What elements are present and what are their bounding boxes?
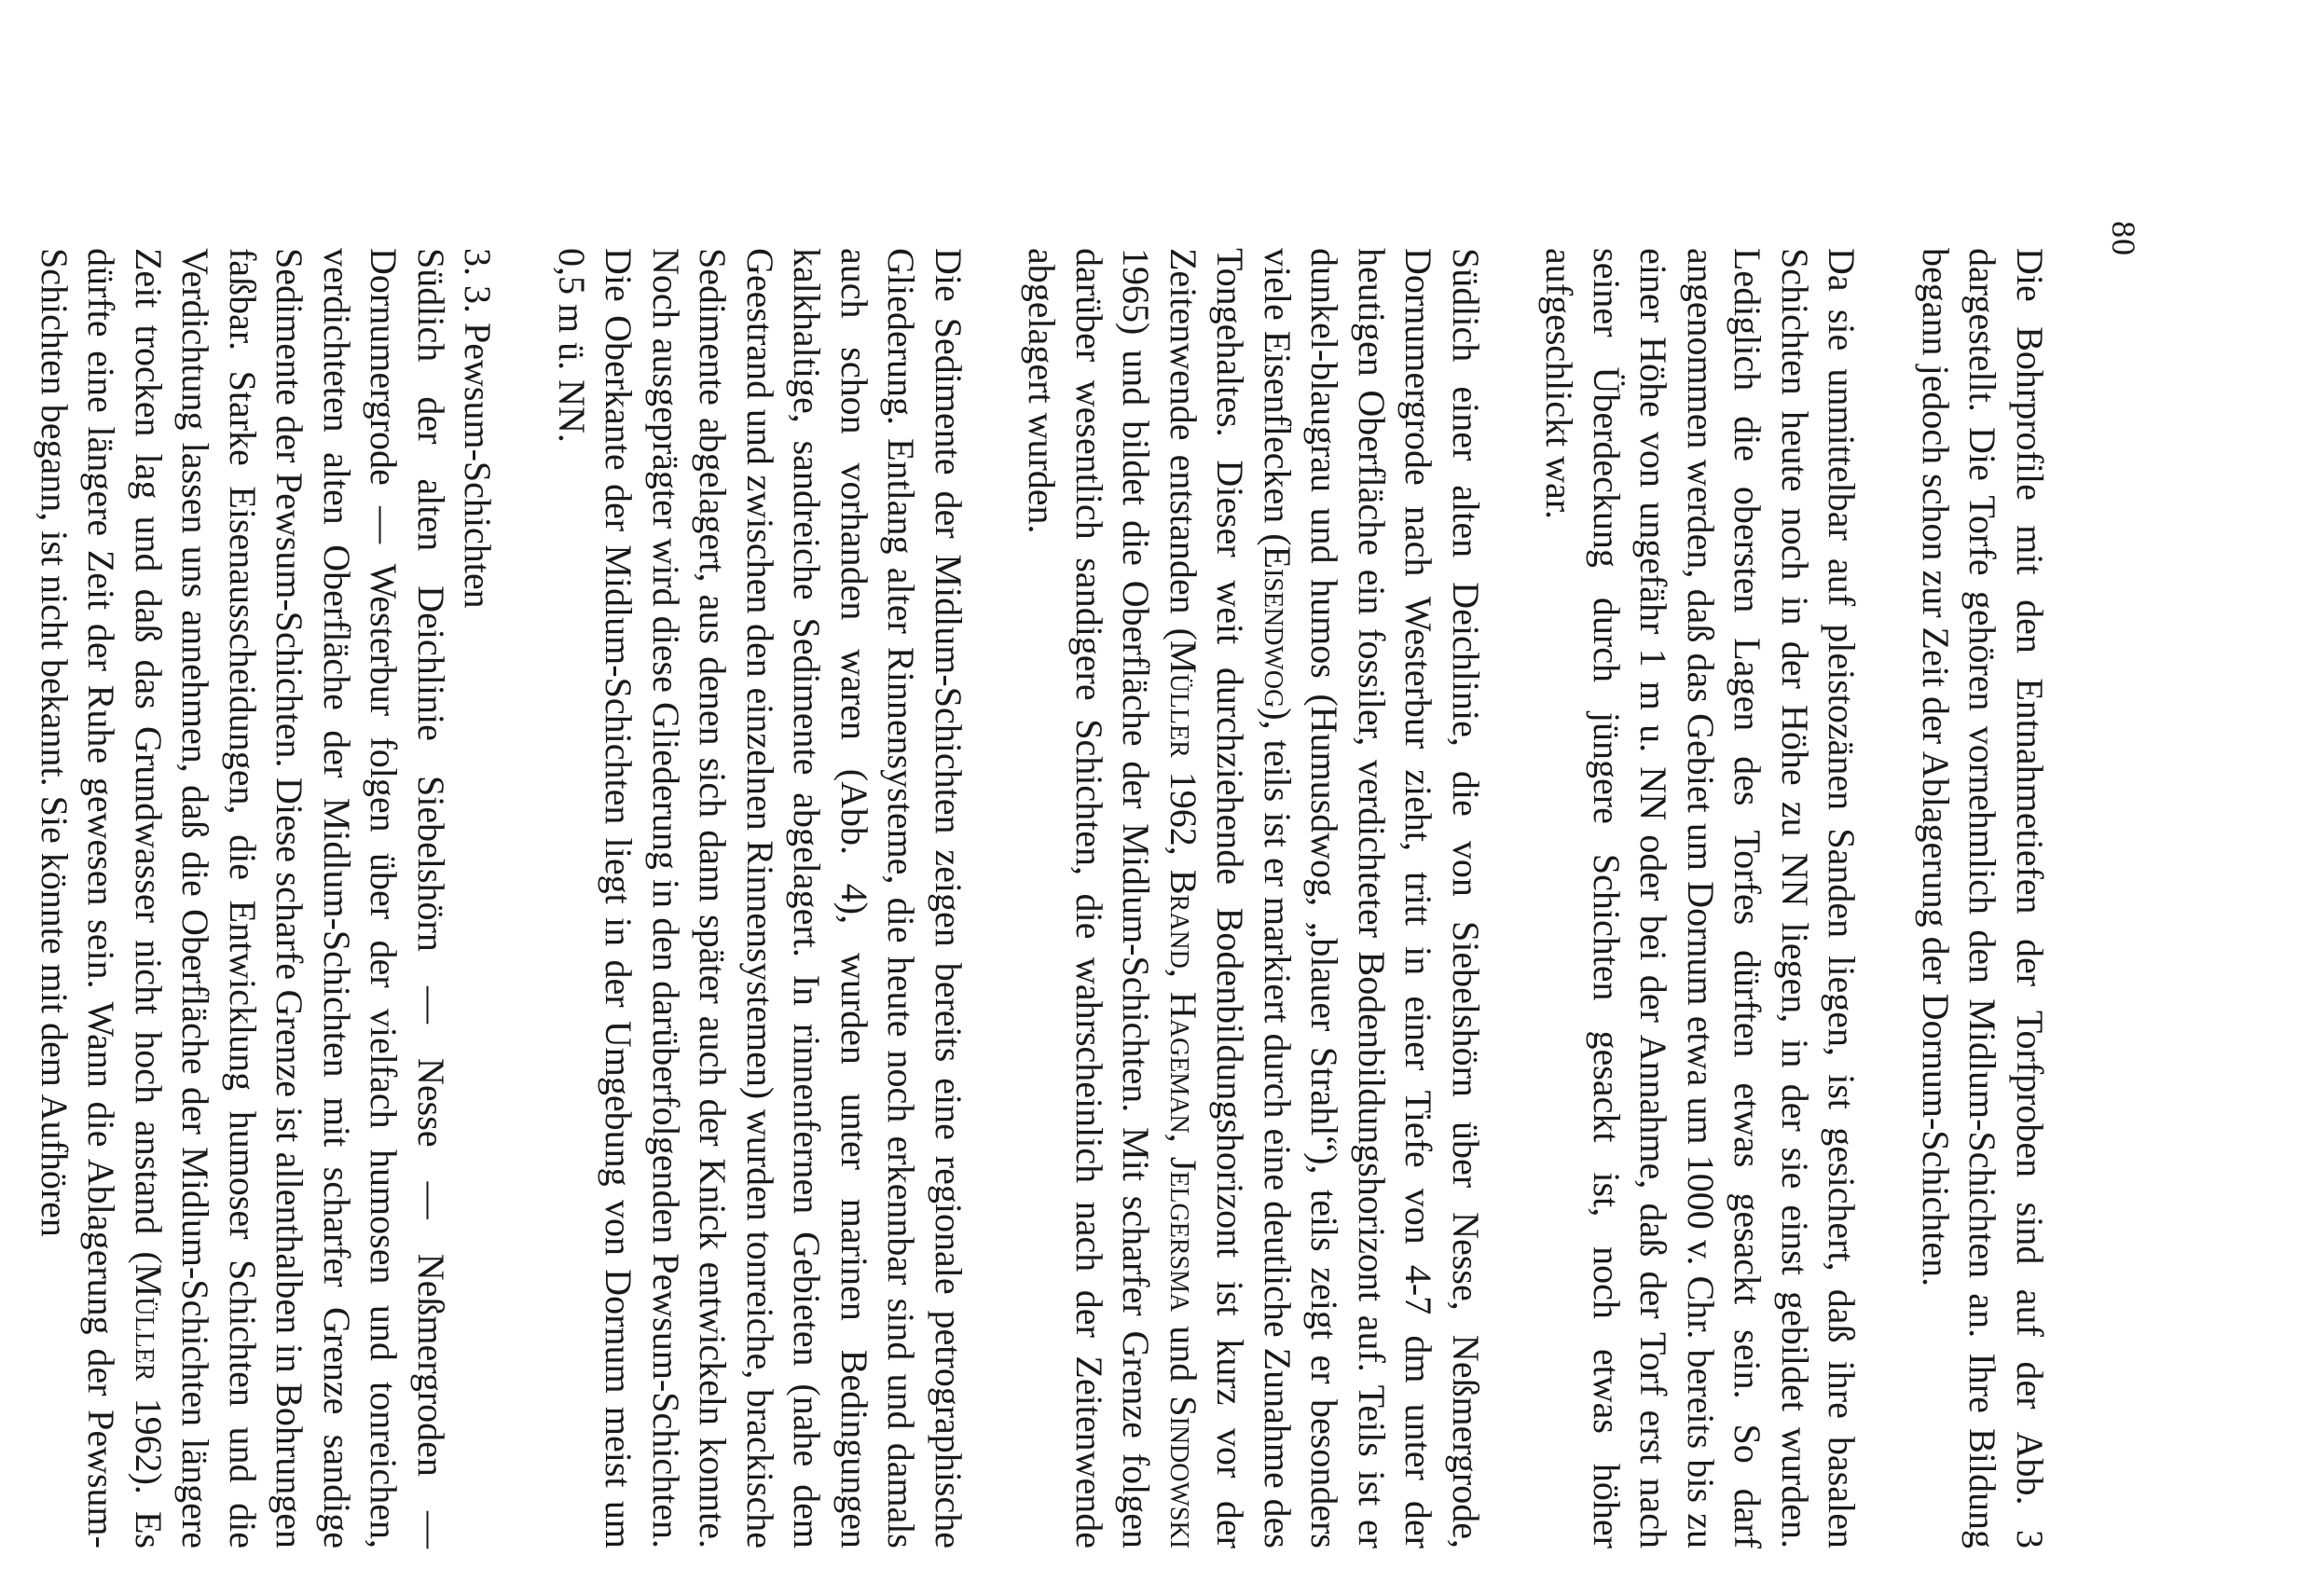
paragraph-sedimente: Die Sedimente der Midlum-Schichten zeigen bereits eine regionale petrographische Gliederung. Entlang alter Rinnensysteme, die heute noch erkennbar sind und damals auch schon vorhanden waren (Abb. 4), wurden unter marinen Bedingungen kalkhaltige, sandreiche Sedimente abgelagert. In rinnenfernen Gebieten (nahe dem Geestrand und zwischen den einzelnen Rinnensystemen) wurden tonreiche, brackische Sedimente abgelagert, aus denen sich dann später auch der Knick entwickeln konnte. Noch ausgeprägter wird diese Gliederung in den darüberfolgenden Pewsum-Schichten. Die Oberkante der Midlum-Schichten liegt in der Umgebung von Dornum meist um 0,5 m ü. NN. bbox=[551, 248, 970, 1548]
text-run: 1965) und bildet die Oberfläche der Midlum-Schichten. Mit scharfer Grenze folgen darüber wesentlich sandigere Schichten, die wahrscheinlich nach der Zeitenwende abgelagert wurden. bbox=[1021, 248, 1158, 1548]
paragraph-deichlinie bbox=[1018, 248, 1489, 1548]
paragraph-pewsum bbox=[31, 248, 455, 1548]
text-run: 1962). Es dürfte eine längere Zeit der Ruhe gewesen sein. Wann die Ablagerung der Pewsum-Schichten begann, ist nicht bekannt. Sie könnte mit dem Aufhören bbox=[34, 248, 170, 1549]
citation-eisendwog: Eisendwog bbox=[1257, 545, 1299, 709]
author-brand: Brand bbox=[1163, 869, 1204, 969]
author-mueller: Müller bbox=[128, 1263, 170, 1382]
text-run: Südlich der alten Deichlinie Siebelshörn — Nesse — Neßmergroden — Dornumergrode — Westerbur folgen über der vielfach humosen und tonreichen, verdichteten alten Oberfläche der Midlum-Schichten mit scharfer Grenze sandige Sedimente der Pewsum-Schichten. Diese scharfe Grenze ist allenthalben in Bohrungen faßbar. Starke Eisenausscheidungen, die Entwicklung humoser Schichten und die Verdichtung lassen uns annehmen, daß die Oberfläche der Midlum-Schichten längere Zeit trocken lag und daß das Grundwasser nicht hoch anstand ( bbox=[128, 248, 452, 1548]
text-run: und bbox=[1163, 1312, 1204, 1396]
text-run: 1962, bbox=[1163, 757, 1204, 870]
author-hageman: Hageman bbox=[1163, 991, 1204, 1134]
text-run: ), teils ist er markiert durch eine deutliche Zunahme des Tongehaltes. Dieser weit durchziehende Bodenbildungshorizont ist kurz vor der Zeitenwende entstanden ( bbox=[1163, 248, 1299, 1548]
author-sindowski: Sindowski bbox=[1163, 1396, 1204, 1549]
author-jelgersma: Jelgersma bbox=[1163, 1156, 1204, 1313]
page-number: 80 bbox=[2105, 221, 2142, 256]
text-run: , bbox=[1163, 968, 1204, 992]
section-heading: 3. 3. Pewsum-Schichten bbox=[457, 248, 500, 609]
section-pewsum bbox=[31, 248, 502, 1548]
author-mueller: Müller bbox=[1163, 640, 1204, 758]
text-run: , bbox=[1163, 1133, 1204, 1157]
text-run: Südlich einer alten Deichlinie, die von Siebelshörn über Nesse, Neßmergrode, Dornumergrode nach Westerbur zieht, tritt in einer Tiefe von 4-7 dm unter der heutigen Oberfläche ein fossiler, verdichteter Bodenbildungshorizont auf. Teils ist er dunkel-blaugrau und humos (Humusdwog, „blauer Strahl“), teils zeigt er besonders viele Eisenflecken ( bbox=[1257, 248, 1487, 1548]
body-text bbox=[31, 248, 2054, 1548]
paragraph-pleistozaen: Da sie unmittelbar auf pleistozänen Sanden liegen, ist gesichert, daß ihre basalen Schichten heute noch in der Höhe zu NN liegen, in der sie einst gebildet wurden. Lediglich die obersten Lagen des Torfes dürften etwas gesackt sein. So darf angenommen werden, daß das Gebiet um Dornum etwa um 1000 v. Chr. bereits bis zu einer Höhe von ungefähr 1 m u. NN oder bei der Annahme, daß der Torf erst nach seiner Überdeckung durch jüngere Schichten gesackt ist, noch etwas höher aufgeschlickt war. bbox=[1538, 248, 1864, 1548]
paragraph-bohrprofile: Die Bohrprofile mit den Entnahmetiefen der Torfproben sind auf der Abb. 3 dargestellt. Die Torfe gehören vornehmlich den Midlum-Schichten an. Ihre Bildung begann jedoch schon zur Zeit der Ablagerung der Dornum-Schichten. bbox=[1915, 248, 2051, 1548]
